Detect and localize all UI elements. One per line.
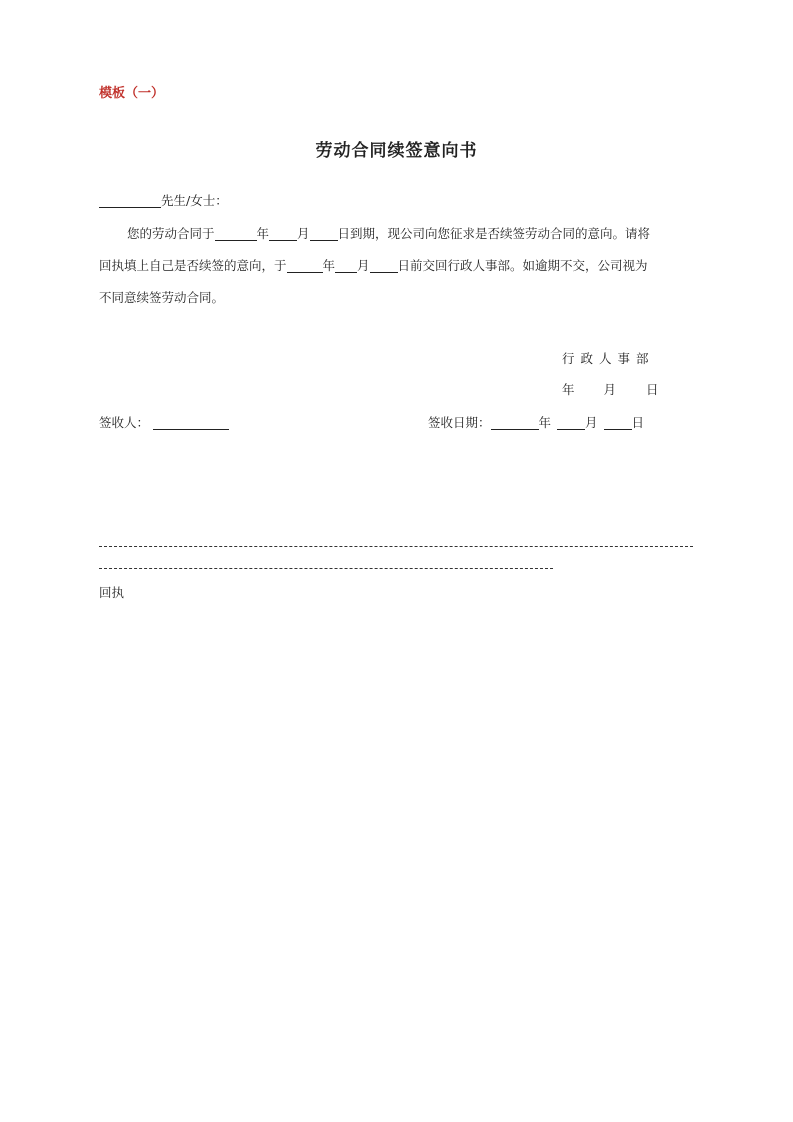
sign-day-label: 日	[631, 415, 645, 430]
cut-line-2	[99, 568, 553, 569]
sign-date-label: 签收日期：	[428, 415, 491, 430]
return-year-blank[interactable]	[287, 258, 323, 273]
return-month-label: 月	[357, 258, 370, 273]
signature-year-label: 年	[562, 382, 575, 397]
expiry-month-blank[interactable]	[269, 226, 297, 241]
sign-month-blank[interactable]	[557, 415, 585, 430]
return-day-blank[interactable]	[370, 258, 398, 273]
body-line-1	[127, 226, 650, 242]
department-signature: 行政人事部	[562, 351, 655, 366]
salutation-line	[99, 193, 228, 209]
sign-day-blank[interactable]	[604, 415, 632, 430]
cut-line-1	[99, 546, 693, 547]
return-month-blank[interactable]	[335, 258, 357, 273]
signature-day-label: 日	[646, 382, 659, 397]
expiry-year-blank[interactable]	[215, 226, 257, 241]
expiry-day-blank[interactable]	[310, 226, 338, 241]
document-title: 劳动合同续签意向书	[315, 141, 478, 161]
receiver-blank[interactable]	[153, 415, 229, 430]
receipt-label: 回执	[99, 585, 125, 600]
sign-year-blank[interactable]	[491, 415, 539, 430]
body-text-2b: 日前交回行政人事部。如逾期不交，公司视为	[397, 258, 648, 273]
sign-month-label: 月	[585, 415, 598, 430]
name-blank[interactable]	[99, 193, 161, 208]
return-year-label: 年	[322, 258, 336, 273]
body-text-1b: 日到期，现公司向您征求是否续签劳动合同的意向。请将	[337, 226, 651, 241]
body-text-2a: 回执填上自己是否续签的意向，于	[99, 258, 287, 273]
salutation-text: 先生/女士：	[161, 193, 228, 208]
sign-year-label: 年	[538, 415, 552, 430]
template-label: 模板（一）	[99, 86, 165, 101]
body-line-2	[99, 258, 648, 274]
body-text-1a: 您的劳动合同于	[127, 226, 215, 241]
signature-month-label: 月	[603, 382, 617, 397]
expiry-year-label: 年	[256, 226, 270, 241]
signature-date	[562, 380, 659, 398]
sign-date-line	[428, 413, 644, 431]
body-line-3: 不同意续签劳动合同。	[99, 290, 225, 305]
receiver-line	[99, 413, 229, 431]
expiry-month-label: 月	[297, 226, 310, 241]
receiver-label: 签收人：	[99, 415, 150, 430]
